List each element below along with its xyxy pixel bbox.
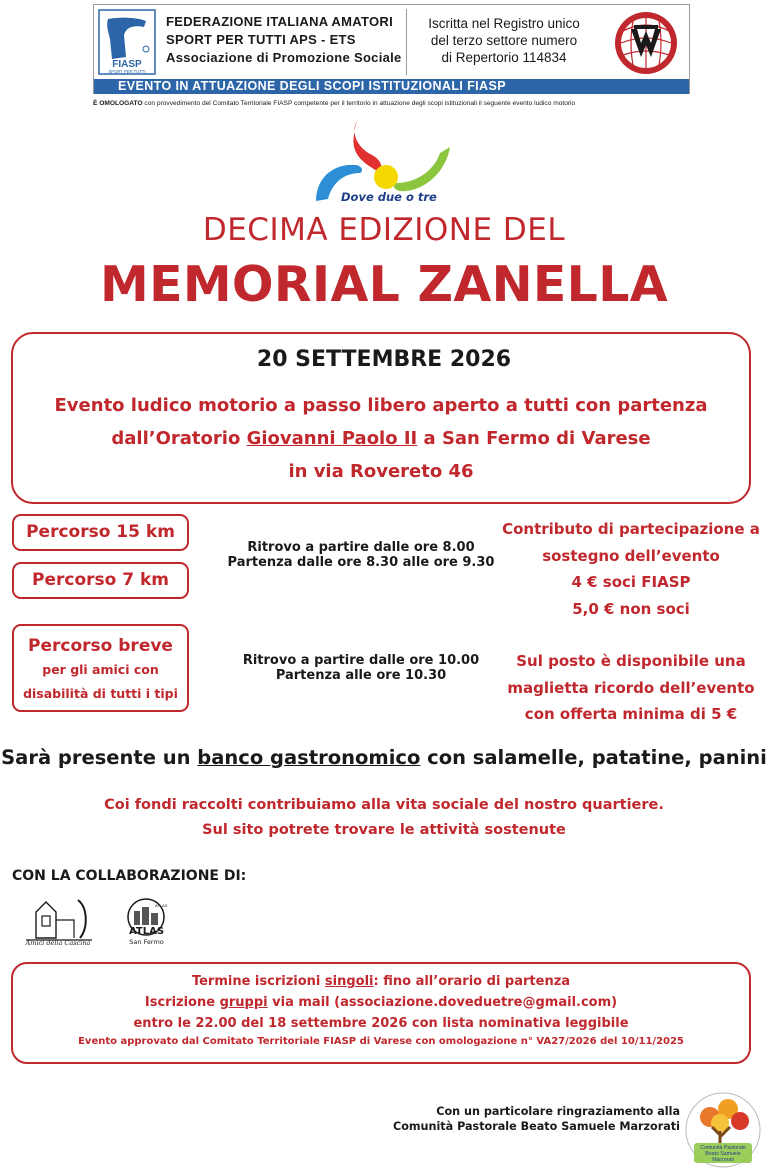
thanks-line-1: Con un particolare ringraziamento alla	[436, 1105, 680, 1118]
oratorio-name: Giovanni Paolo II	[246, 428, 418, 449]
desc-line-2	[20, 422, 742, 455]
schedule-2-line-1: Ritrovo a partire dalle ore 10.00	[242, 653, 480, 668]
route-short-sub-1: per gli amici con	[42, 662, 159, 677]
thanks-line-2: Comunità Pastorale Beato Samuele Marzorati	[392, 1120, 680, 1133]
contrib-line-2: sostegno dell’evento	[542, 546, 720, 565]
schedule-1-line-2: Partenza dalle ore 8.30 alle ore 9.30	[227, 555, 495, 570]
registration-groups	[20, 995, 742, 1010]
banco-pre: Sarà presente un	[1, 746, 198, 769]
amici-cascina-logo-icon	[22, 890, 94, 946]
fiasp-logo-icon	[98, 9, 156, 75]
reg-l1-post: : fino all’orario di partenza	[373, 974, 571, 989]
tree-text-2: Beato Samuele	[705, 1151, 741, 1157]
org-line-3: Associazione di Promozione Sociale	[166, 50, 402, 65]
reg-gruppi: gruppi	[219, 995, 268, 1010]
atlas-subtitle: San Fermo	[129, 938, 164, 946]
desc-line-3: in via Rovereto 46	[288, 461, 474, 482]
edition-title: DECIMA EDIZIONE DEL	[202, 212, 566, 248]
schedule-short-route	[201, 653, 521, 683]
ivv-logo-icon	[609, 9, 683, 77]
reg-singoli: singoli	[324, 974, 374, 989]
funds-line-2: Sul sito potrete trovare le attività sostenute	[202, 822, 566, 838]
schedule-1-line-1: Ritrovo a partire dalle ore 8.00	[247, 540, 475, 555]
atlas-badge-text: ATLAS	[155, 903, 168, 908]
registration-deadline: entro le 22.00 del 18 settembre 2026 con lista nominativa leggibile	[133, 1016, 629, 1031]
reg-l1-pre: Termine iscrizioni	[191, 974, 325, 989]
banco-link: banco gastronomico	[197, 746, 421, 769]
schedule-2-line-2: Partenza alle ore 10.30	[275, 668, 447, 683]
thanks-note	[380, 1104, 680, 1134]
contrib-line-1: Contributo di partecipazione a	[502, 520, 760, 538]
funds-line-1: Coi fondi raccolti contribuiamo alla vita sociale del nostro quartiere.	[104, 797, 664, 813]
reg-line-1: Iscritta nel Registro unico	[428, 16, 580, 31]
banco-post: con salamelle, patatine, panini	[420, 746, 767, 769]
org-line-2: SPORT PER TUTTI APS - ETS	[166, 32, 356, 47]
fiasp-logo-sublabel: SPORT PER TUTTI	[108, 69, 146, 74]
route-short-badge	[12, 624, 189, 712]
shirt-line-1: Sul posto è disponibile una	[516, 652, 746, 670]
collaboration-label: CON LA COLLABORAZIONE DI:	[12, 868, 247, 884]
approval-note: Evento approvato dal Comitato Territoriale FIASP di Varese con omologazione n° VA27/2026 del 10/11/2025	[78, 1036, 684, 1047]
registry-info	[412, 15, 596, 66]
contrib-line-4: 5,0 € non soci	[572, 599, 690, 618]
funds-note	[0, 793, 768, 843]
event-description	[20, 389, 742, 488]
omologato-rest: con provvedimento del Comitato Territoriale FIASP competente per il territorio in attuazione degli scopi istituzionali il seguente evento ludico motorio	[142, 100, 576, 107]
shirt-line-3: con offerta minima di 5 €	[524, 705, 738, 723]
shirt-line-2: maglietta ricordo dell’evento	[507, 678, 755, 697]
comunita-pastorale-tree-logo-icon	[684, 1091, 762, 1169]
desc-line-1: Evento ludico motorio a passo libero aperto a tutti con partenza	[54, 395, 708, 416]
omologato-note	[93, 100, 693, 107]
reg-line-2: del terzo settore numero	[430, 33, 578, 48]
dove-due-o-tre-text: Dove due o tre	[341, 190, 437, 204]
reg-l2-pre: Iscrizione	[144, 995, 220, 1010]
schedule-long-routes	[201, 540, 521, 570]
reg-line-3: di Repertorio 114834	[441, 50, 567, 65]
fiasp-logo-label: FIASP	[112, 59, 142, 70]
contribution-info	[502, 516, 760, 622]
fiasp-org-name	[166, 13, 402, 67]
registration-singles	[20, 974, 742, 989]
org-line-1: FEDERAZIONE ITALIANA AMATORI	[166, 14, 393, 29]
tree-text-1: Comunità Pastorale	[700, 1145, 746, 1151]
atlas-name: ATLAS	[128, 926, 165, 937]
tree-text-3: Marzorati	[712, 1157, 734, 1163]
route-short-title: Percorso breve	[28, 636, 173, 656]
route-15km-badge: Percorso 15 km	[12, 514, 189, 551]
desc-line-2-pre: dall’Oratorio	[111, 428, 247, 449]
memorial-title: MEMORIAL ZANELLA	[100, 256, 668, 313]
amici-text: Amici della Cascina	[25, 939, 91, 946]
reg-l2-post: via mail (associazione.doveduetre@gmail.com)	[267, 995, 618, 1010]
food-stand-note	[0, 746, 768, 769]
header-divider	[406, 9, 407, 75]
contrib-line-3: 4 € soci FIASP	[571, 573, 691, 591]
institutional-bar: EVENTO IN ATTUAZIONE DEGLI SCOPI ISTITUZIONALI FIASP	[94, 79, 689, 94]
omologato-bold: È OMOLOGATO	[93, 100, 143, 107]
route-7km-badge: Percorso 7 km	[12, 562, 189, 599]
shirt-info	[502, 648, 760, 728]
fiasp-header	[93, 4, 690, 94]
desc-line-2-post: a San Fermo di Varese	[417, 428, 651, 449]
route-short-sub-2: disabilità di tutti i tipi	[23, 686, 178, 701]
event-date: 20 SETTEMBRE 2026	[256, 347, 512, 372]
